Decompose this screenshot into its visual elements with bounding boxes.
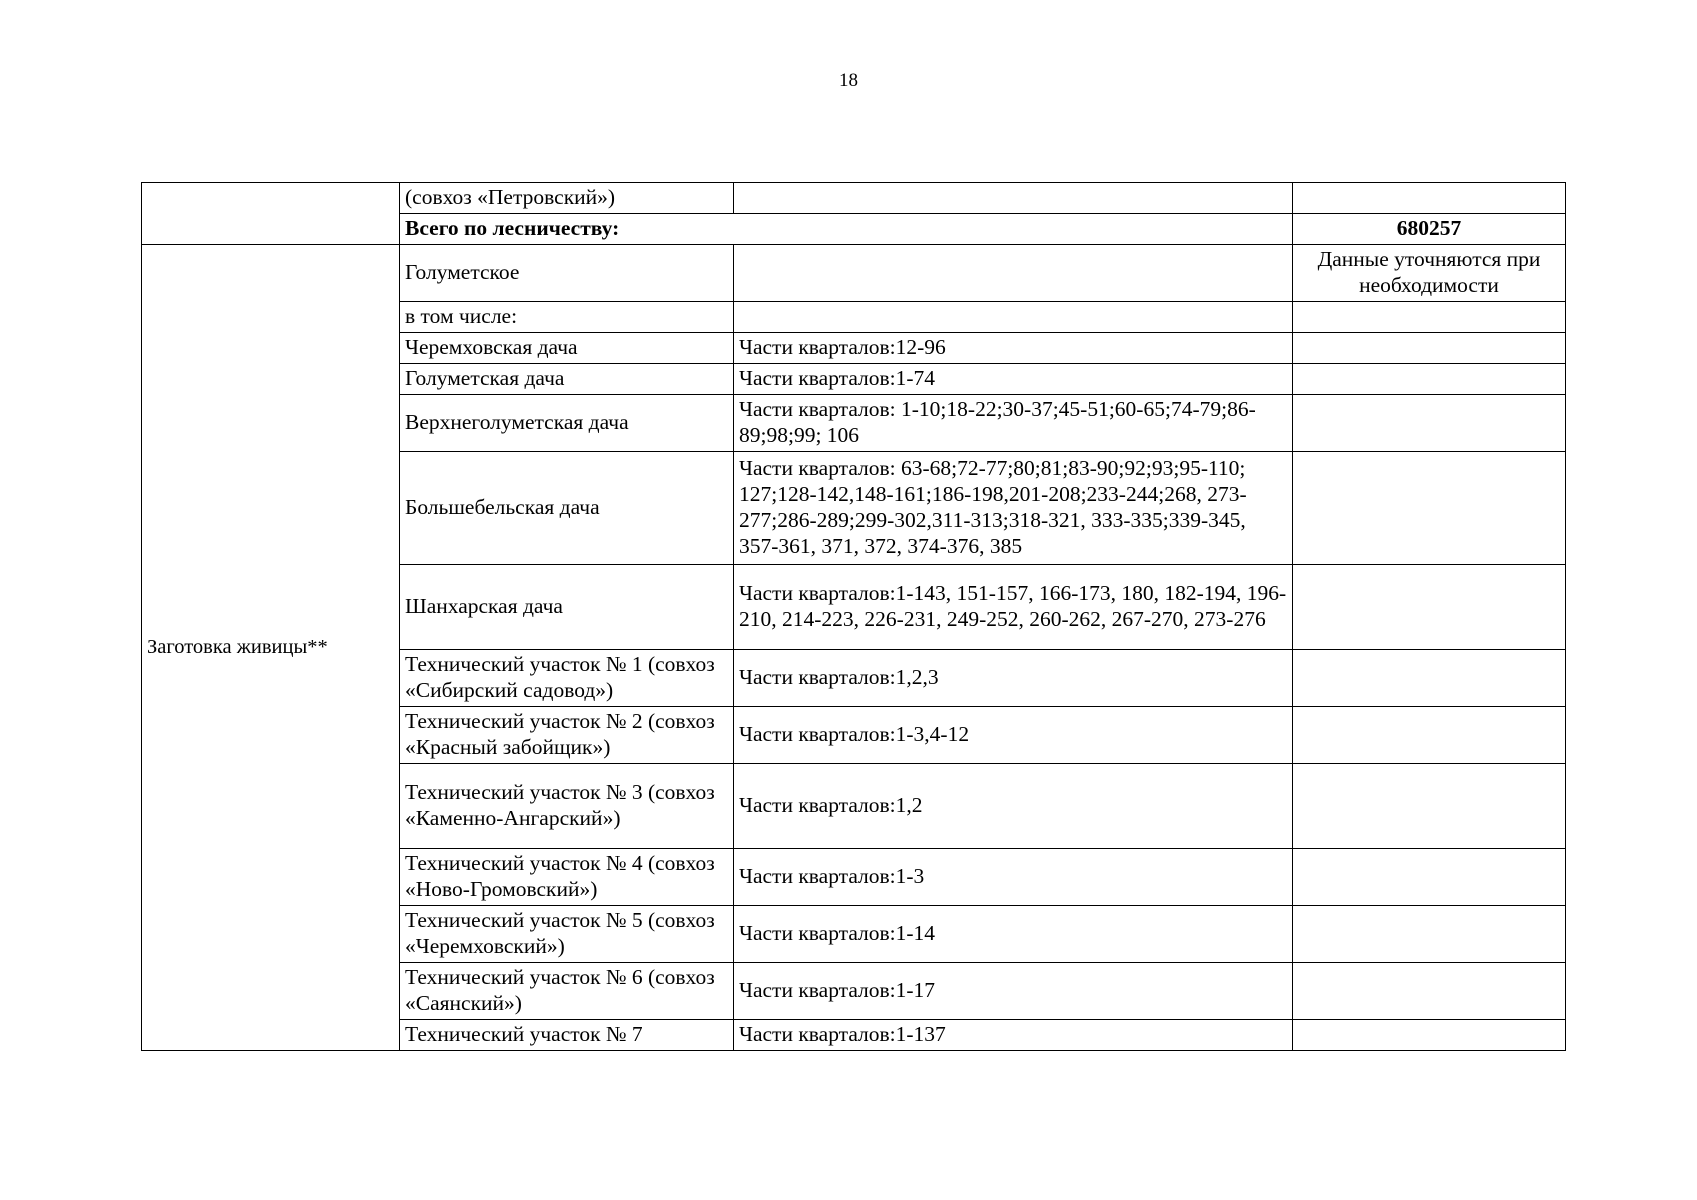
note-cell [1293,764,1566,849]
note-cell: Данные уточняются при необходимости [1293,245,1566,302]
note-cell [1293,395,1566,452]
note-cell [1293,183,1566,214]
note-cell [1293,364,1566,395]
area-cell: Технический участок № 7 [400,1020,734,1051]
note-cell [1293,452,1566,565]
table-row [142,245,1566,302]
area-cell: Технический участок № 6 (совхоз «Саянский») [400,963,734,1020]
page-number: 18 [839,70,858,91]
quarters-cell: Части кварталов:1,2,3 [734,650,1293,707]
area-cell: Голуметское [400,245,734,302]
area-cell: Технический участок № 4 (совхоз «Ново-Громовский») [400,849,734,906]
total-value: 680257 [1293,214,1566,245]
area-cell: Черемховская дача [400,333,734,364]
quarters-cell: Части кварталов:1-137 [734,1020,1293,1051]
note-cell [1293,650,1566,707]
quarters-cell: Части кварталов:1-17 [734,963,1293,1020]
note-cell [1293,302,1566,333]
area-cell: Технический участок № 2 (совхоз «Красный забойщик») [400,707,734,764]
area-cell: Технический участок № 3 (совхоз «Каменно-Ангарский») [400,764,734,849]
forestry-table [141,182,1566,1051]
note-cell [1293,849,1566,906]
quarters-cell [734,245,1293,302]
note-cell [1293,707,1566,764]
area-cell: Верхнеголуметская дача [400,395,734,452]
note-cell [1293,963,1566,1020]
quarters-cell: Части кварталов:1-3,4-12 [734,707,1293,764]
total-label: Всего по лесничеству: [400,214,1293,245]
quarters-cell [734,183,1293,214]
area-cell: Большебельская дача [400,452,734,565]
area-cell: Голуметская дача [400,364,734,395]
quarters-cell: Части кварталов: 63-68;72-77;80;81;83-90;92;93;95-110; 127;128-142,148-161;186-198,201-208;233-244;268, 273-277;286-289;299-302,311-313;318-321, 333-335;339-345, 357-361, 371, 372, 374-376, 385 [734,452,1293,565]
note-cell [1293,1020,1566,1051]
activity-cell: Заготовка живицы** [142,245,400,1051]
area-cell: Технический участок № 5 (совхоз «Черемховский») [400,906,734,963]
quarters-cell: Части кварталов: 1-10;18-22;30-37;45-51;60-65;74-79;86-89;98;99; 106 [734,395,1293,452]
quarters-cell: Части кварталов:1-3 [734,849,1293,906]
quarters-cell: Части кварталов:12-96 [734,333,1293,364]
note-cell [1293,906,1566,963]
quarters-cell: Части кварталов:1-74 [734,364,1293,395]
area-cell: (совхоз «Петровский») [400,183,734,214]
quarters-cell: Части кварталов:1-143, 151-157, 166-173, 180, 182-194, 196-210, 214-223, 226-231, 249-252, 260-262, 267-270, 273-276 [734,565,1293,650]
quarters-cell: Части кварталов:1-14 [734,906,1293,963]
area-cell: Технический участок № 1 (совхоз «Сибирский садовод») [400,650,734,707]
table-row [142,183,1566,214]
note-cell [1293,333,1566,364]
empty-activity-cell [142,183,400,245]
area-cell: Шанхарская дача [400,565,734,650]
note-cell [1293,565,1566,650]
quarters-cell [734,302,1293,333]
area-cell: в том числе: [400,302,734,333]
quarters-cell: Части кварталов:1,2 [734,764,1293,849]
